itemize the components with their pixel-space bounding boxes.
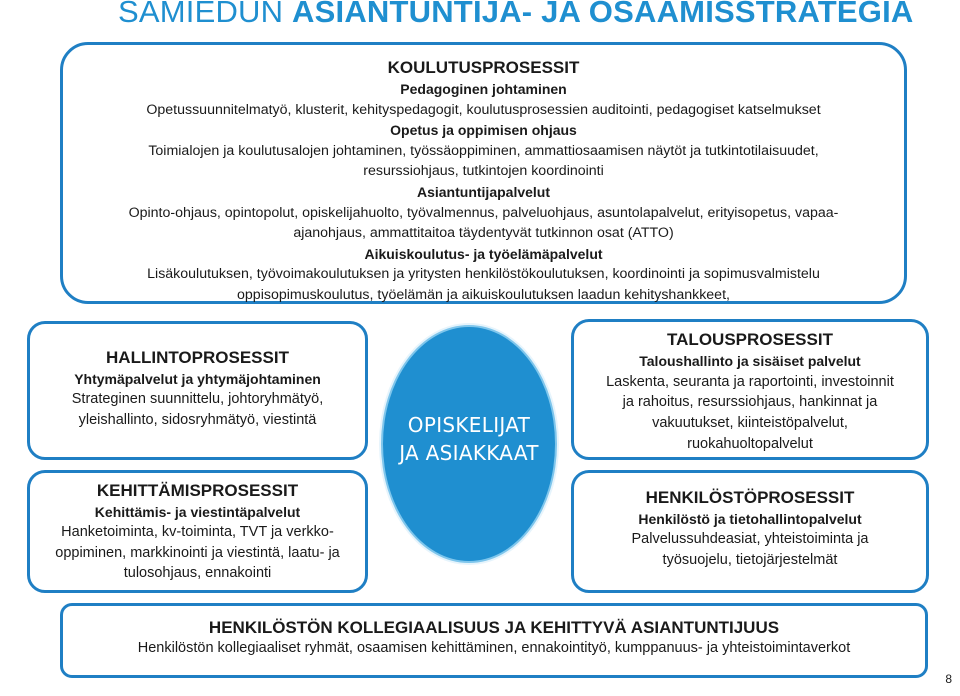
kehittamisprosessit-box <box>27 470 368 593</box>
henkilo-line-2: työsuojelu, tietojärjestelmät <box>662 551 838 568</box>
top-line-8: ajanohjaus, ammattitaitoa täydentyvät tutkinnon osat (ATTO) <box>293 225 674 242</box>
henkilo-line-1: Palvelussuhdeasiat, yhteistoiminta ja <box>631 531 869 548</box>
center-label-line-1: OPISKELIJAT <box>407 413 531 437</box>
koulutusprosessit-box <box>60 42 907 304</box>
top-line-10: Lisäkoulutuksen, työvoimakoulutuksen ja yritysten henkilöstökoulutuksen, koordinointi ja sopimusvalmistelu <box>147 266 820 283</box>
talousprosessit-box <box>571 319 929 460</box>
kollegiaalisuus-box <box>60 603 928 678</box>
hallinto-line-2: yleishallinto, sidosryhmätyö, viestintä <box>78 411 317 428</box>
henkilostoprosessit-box <box>571 470 929 593</box>
talous-line-4: ruokahuoltopalvelut <box>687 435 813 452</box>
kollegiaalisuus-heading: HENKILÖSTÖN KOLLEGIAALISUUS JA KEHITTYVÄ ASIANTUNTIJUUS <box>208 618 780 637</box>
kehitys-heading: KEHITTÄMISPROSESSIT <box>96 481 299 500</box>
kehitys-line-3: tulosohjaus, ennakointi <box>123 565 272 582</box>
top-line-9: Aikuiskoulutus- ja työelämäpalvelut <box>364 245 603 262</box>
henkilo-subheading: Henkilöstö ja tietohallintopalvelut <box>638 510 862 527</box>
top-line-2: Opetussuunnitelmatyö, klusterit, kehityspedagogit, koulutusprosessien auditointi, pedagogiset katselmukset <box>146 101 821 118</box>
kehitys-line-1: Hanketoiminta, kv-toiminta, TVT ja verkko- <box>61 524 334 541</box>
hallinto-heading: HALLINTOPROSESSIT <box>106 348 289 367</box>
top-line-3: Opetus ja oppimisen ohjaus <box>390 122 577 139</box>
hallinto-subheading: Yhtymäpalvelut ja yhtymäjohtaminen <box>74 370 321 387</box>
top-line-7: Opinto-ohjaus, opintopolut, opiskelijahuolto, työvalmennus, palveluohjaus, asuntolapalvelut, erityisopetus, vapaa- <box>128 204 839 221</box>
top-line-1: Pedagoginen johtaminen <box>400 81 567 97</box>
opiskelijat-ellipse <box>381 325 557 563</box>
henkilo-heading: HENKILÖSTÖPROSESSIT <box>645 488 855 507</box>
kehitys-line-2: oppiminen, markkinointi ja viestintä, laatu- ja <box>55 544 340 561</box>
center-label-line-2: JA ASIAKKAAT <box>399 441 539 465</box>
hallinto-line-1: Strateginen suunnittelu, johtoryhmätyö, <box>71 391 324 407</box>
top-line-11: oppisopimuskoulutus, työelämän ja aikuiskoulutuksen laadun kehityshankkeet, <box>237 286 730 303</box>
top-line-5: resurssiohjaus, tutkintojen koordinointi <box>363 163 604 180</box>
page-number: 8 <box>945 672 952 686</box>
talous-subheading: Taloushallinto ja sisäiset palvelut <box>639 352 861 369</box>
kollegiaalisuus-text: Henkilöstön kollegiaaliset ryhmät, osaamisen kehittäminen, ennakointityö, kumppanuus- ja yhteistoimintaverkot <box>137 640 851 656</box>
title-part-1: SAMIEDUN <box>118 0 293 29</box>
hallintoprosessit-box <box>27 321 368 460</box>
top-line-4: Toimialojen ja koulutusalojen johtaminen, työssäoppiminen, ammattiosaamisen näytöt ja tutkintotilaisuudet, <box>148 142 819 159</box>
talous-heading: TALOUSPROSESSIT <box>667 330 833 349</box>
talous-line-3: vakuutukset, kiinteistöpalvelut, <box>652 415 848 432</box>
center-label <box>383 411 555 467</box>
koulutusprosessit-heading: KOULUTUSPROSESSIT <box>387 58 580 77</box>
top-line-6: Asiantuntijapalvelut <box>416 183 551 200</box>
kehitys-subheading: Kehittämis- ja viestintäpalvelut <box>94 503 301 520</box>
page-title <box>118 0 914 30</box>
talous-line-2: ja rahoitus, resurssiohjaus, hankinnat ja <box>622 394 878 411</box>
talous-line-1: Laskenta, seuranta ja raportointi, investoinnit <box>606 373 894 390</box>
title-part-2: ASIANTUNTIJA- JA OSAAMISSTRATEGIA <box>292 0 914 29</box>
